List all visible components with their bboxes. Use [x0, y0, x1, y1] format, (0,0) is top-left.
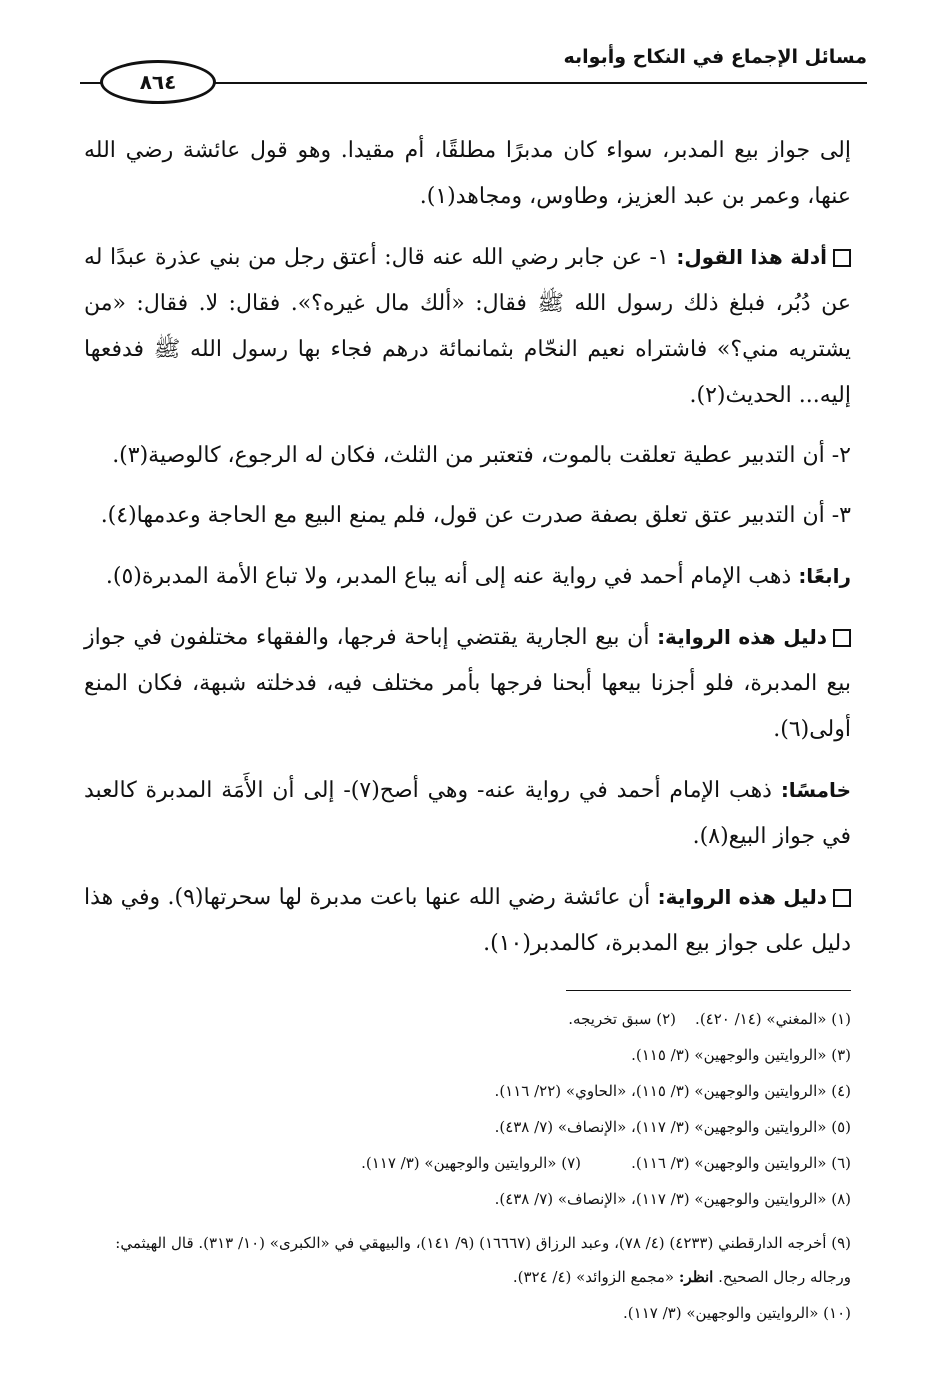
paragraph-7 [84, 767, 851, 860]
footnote-7: (٧) «الروايتين والوجهين» (٣/ ١١٧). [361, 1154, 581, 1172]
section-lead: أدلة هذا القول: [676, 245, 828, 269]
footnote-1: (١) «المغني» (١٤/ ٤٢٠). [695, 1010, 851, 1028]
paragraph-text: ١- عن جابر رضي الله عنه قال: أعتق رجل من بني عذرة عبدًا له عن دُبُر، فبلغ ذلك رسول الله ﷺ فقال: «ألك مال غيره؟». فقال: لا. فقال: «من يشتريه مني؟» فاشتراه نعيم النحّام بثمانمائة درهم فجاء بها رسول الله ﷺ فدفعها إليه... الحديث(٢). [84, 245, 851, 408]
paragraph-text: أن بيع الجارية يقتضي إباحة فرجها، والفقهاء مختلفون في جواز بيع المدبرة، فلو أجزنا بيعها أبحنا فرجها بأمر مختلف فيه، فدخلته شبهة، فكان المنع أولى(٦). [84, 625, 851, 742]
section-lead: دليل هذه الرواية: [657, 625, 827, 649]
footnote-row [84, 1010, 851, 1029]
footnote-10: (١٠) «الروايتين والوجهين» (٣/ ١١٧). [623, 1304, 851, 1322]
section-lead: دليل هذه الرواية: [657, 885, 828, 909]
footnote-9-text: (٩) أخرجه الدارقطني (٤٢٣٣) (٤/ ٧٨)، وعبد الرزاق (١٦٦٦٧) (٩/ ١٤١)، والبيهقي في «الكبرى» (١٠/ ٣١٣). قال الهيثمي: ورجاله رجال الصحيح. [115, 1234, 851, 1286]
section-lead: رابعًا: [798, 564, 851, 588]
footnote-6: (٦) «الروايتين والوجهين» (٣/ ١١٦). [631, 1154, 851, 1172]
footnote-2: (٢) سبق تخريجه. [568, 1010, 676, 1028]
paragraph-text: ٢- أن التدبير عطية تعلقت بالموت، فتعتبر من الثلث، فكان له الرجوع، كالوصية(٣). [112, 443, 851, 468]
footnote-4: (٤) «الروايتين والوجهين» (٣/ ١١٥)، «الحاوي» (٢٢/ ١١٦). [494, 1082, 851, 1100]
section-lead: خامسًا: [780, 778, 851, 802]
footnote-rule [566, 990, 851, 991]
paragraph-text: ذهب الإمام أحمد في رواية عنه إلى أنه يباع المدبر، ولا تباع الأمة المدبرة(٥). [105, 564, 792, 589]
paragraph-6 [84, 614, 851, 753]
page-header [80, 44, 867, 104]
paragraph-1 [84, 128, 851, 220]
paragraph-text: إلى جواز بيع المدبر، سواء كان مدبرًا مطلقًا، أم مقيدا. وهو قول عائشة رضي الله عنها، وعمر بن عبد العزيز، وطاوس، ومجاهد(١). [84, 138, 851, 209]
page-number: ٨٦٤ [100, 60, 216, 104]
paragraph-5 [84, 553, 851, 600]
footnote-5: (٥) «الروايتين والوجهين» (٣/ ١١٧)، «الإنصاف» (٧/ ٤٣٨). [494, 1118, 851, 1136]
square-bullet-icon [833, 629, 851, 647]
square-bullet-icon [833, 889, 851, 907]
square-bullet-icon [833, 249, 851, 267]
paragraph-3 [84, 433, 851, 479]
paragraph-4 [84, 493, 851, 539]
paragraph-text: أن عائشة رضي الله عنها باعت مدبرة لها سحرتها(٩). وفي هذا دليل على جواز بيع المدبرة، كالمدبر(١٠). [84, 885, 851, 956]
footnote-9-ref: «مجمع الزوائد» (٤/ ٣٢٤). [512, 1268, 675, 1286]
footnote-9-lead: انظر: [678, 1268, 714, 1286]
paragraph-8 [84, 874, 851, 967]
running-title: مسائل الإجماع في النكاح وأبوابه [563, 46, 867, 68]
paragraph-text: ٣- أن التدبير عتق تعلق بصفة صدرت عن قول، فلم يمنع البيع مع الحاجة وعدمها(٤). [100, 503, 851, 528]
main-text [84, 128, 851, 981]
footnotes [84, 1010, 851, 1340]
footnote-8: (٨) «الروايتين والوجهين» (٣/ ١١٧)، «الإنصاف» (٧/ ٤٣٨). [494, 1190, 851, 1208]
footnote-row [84, 1154, 851, 1173]
footnote-3: (٣) «الروايتين والوجهين» (٣/ ١١٥). [631, 1046, 851, 1064]
paragraph-text: ذهب الإمام أحمد في رواية عنه- وهي أصح(٧)- إلى أن الأَمَة المدبرة كالعبد في جواز البيع(٨). [84, 778, 851, 849]
paragraph-2 [84, 234, 851, 419]
footnote-9 [84, 1226, 851, 1294]
